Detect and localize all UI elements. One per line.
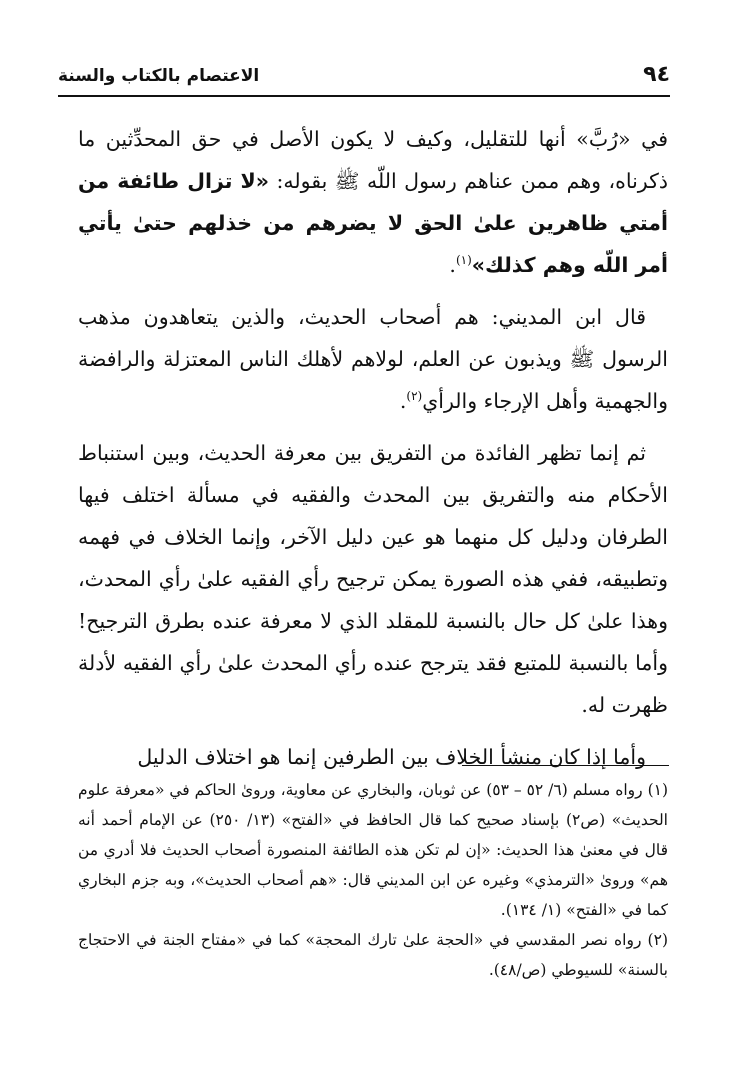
footnote-ref-2: (٢) [406, 389, 423, 404]
header-divider [58, 95, 670, 97]
footnote-1: (١) رواه مسلم (٦/ ٥٢ – ٥٣) عن ثوبان، والبخاري عن معاوية، وروىٰ الحاكم في «معرفة علوم الحديث» (ص٢) بإسناد صحيح كما قال الحافظ في «الفتح» (١٣/ ٢٥٠) عن الإمام أحمد أنه قال في معنىٰ هذا الحديث: «إن لم تكن هذه الطائفة المنصورة أصحاب الحديث فلا أدري من هم» وروىٰ «الترمذي» وغيره عن ابن المديني قال: «هم أصحاب الحديث»، وبه جزم البخاري كما في «الفتح» (١/ ١٣٤). [78, 781, 669, 919]
paragraph-1-end: . [449, 253, 456, 277]
main-text [78, 118, 668, 788]
hadith-quote: «لا تزال طائفة من أمتي ظاهرين علىٰ الحق لا يضرهم من خذلهم حتىٰ يأتي أمر اللّه وهم كذلك» [78, 169, 668, 277]
footnotes [78, 775, 668, 985]
footnote-ref-1: (١) [455, 253, 472, 268]
paragraph-2 [78, 296, 668, 422]
paragraph-1 [78, 118, 668, 286]
paragraph-2-text: قال ابن المديني: هم أصحاب الحديث، والذين يتعاهدون مذهب الرسول ﷺ ويذبون عن العلم، لولاهم لأهلك الناس المعتزلة والرافضة والجهمية وأهل الإرجاء والرأي [78, 305, 668, 413]
page-header [58, 58, 670, 94]
footnote-2: (٢) رواه نصر المقدسي في «الحجة علىٰ تارك المحجة» كما في «مفتاح الجنة في الاحتجاج بالسنة» للسيوطي (ص/٤٨). [78, 931, 668, 979]
footnote-divider [462, 765, 669, 766]
paragraph-1-text: في «رُبَّ» أنها للتقليل، وكيف لا يكون الأصل في حق المحدِّثين ما ذكرناه، وهم ممن عناهم رسول اللّه ﷺ بقوله: [78, 127, 668, 193]
paragraph-3: ثم إنما تظهر الفائدة من التفريق بين معرفة الحديث، وبين استنباط الأحكام منه والتفريق بين المحدث والفقيه في مسألة اختلف فيها الطرفان ودليل كل منهما هو عين دليل الآخر، وإنما الخلاف في فهمه وتطبيقه، ففي هذه الصورة يمكن ترجيح رأي الفقيه علىٰ رأي المحدث، وهذا علىٰ كل حال بالنسبة للمقلد الذي لا معرفة عنده بطرق الترجيح! وأما بالنسبة للمتبع فقد يترجح عنده رأي المحدث علىٰ رأي الفقيه لأدلة ظهرت له. [78, 441, 668, 717]
paragraph-4: وأما إذا كان منشأ الخلاف بين الطرفين إنما هو اختلاف الدليل [137, 745, 646, 769]
running-title: الاعتصام بالكتاب والسنة [58, 66, 260, 86]
paragraph-2-end: . [399, 389, 407, 413]
page-number: ٩٤ [643, 62, 670, 87]
